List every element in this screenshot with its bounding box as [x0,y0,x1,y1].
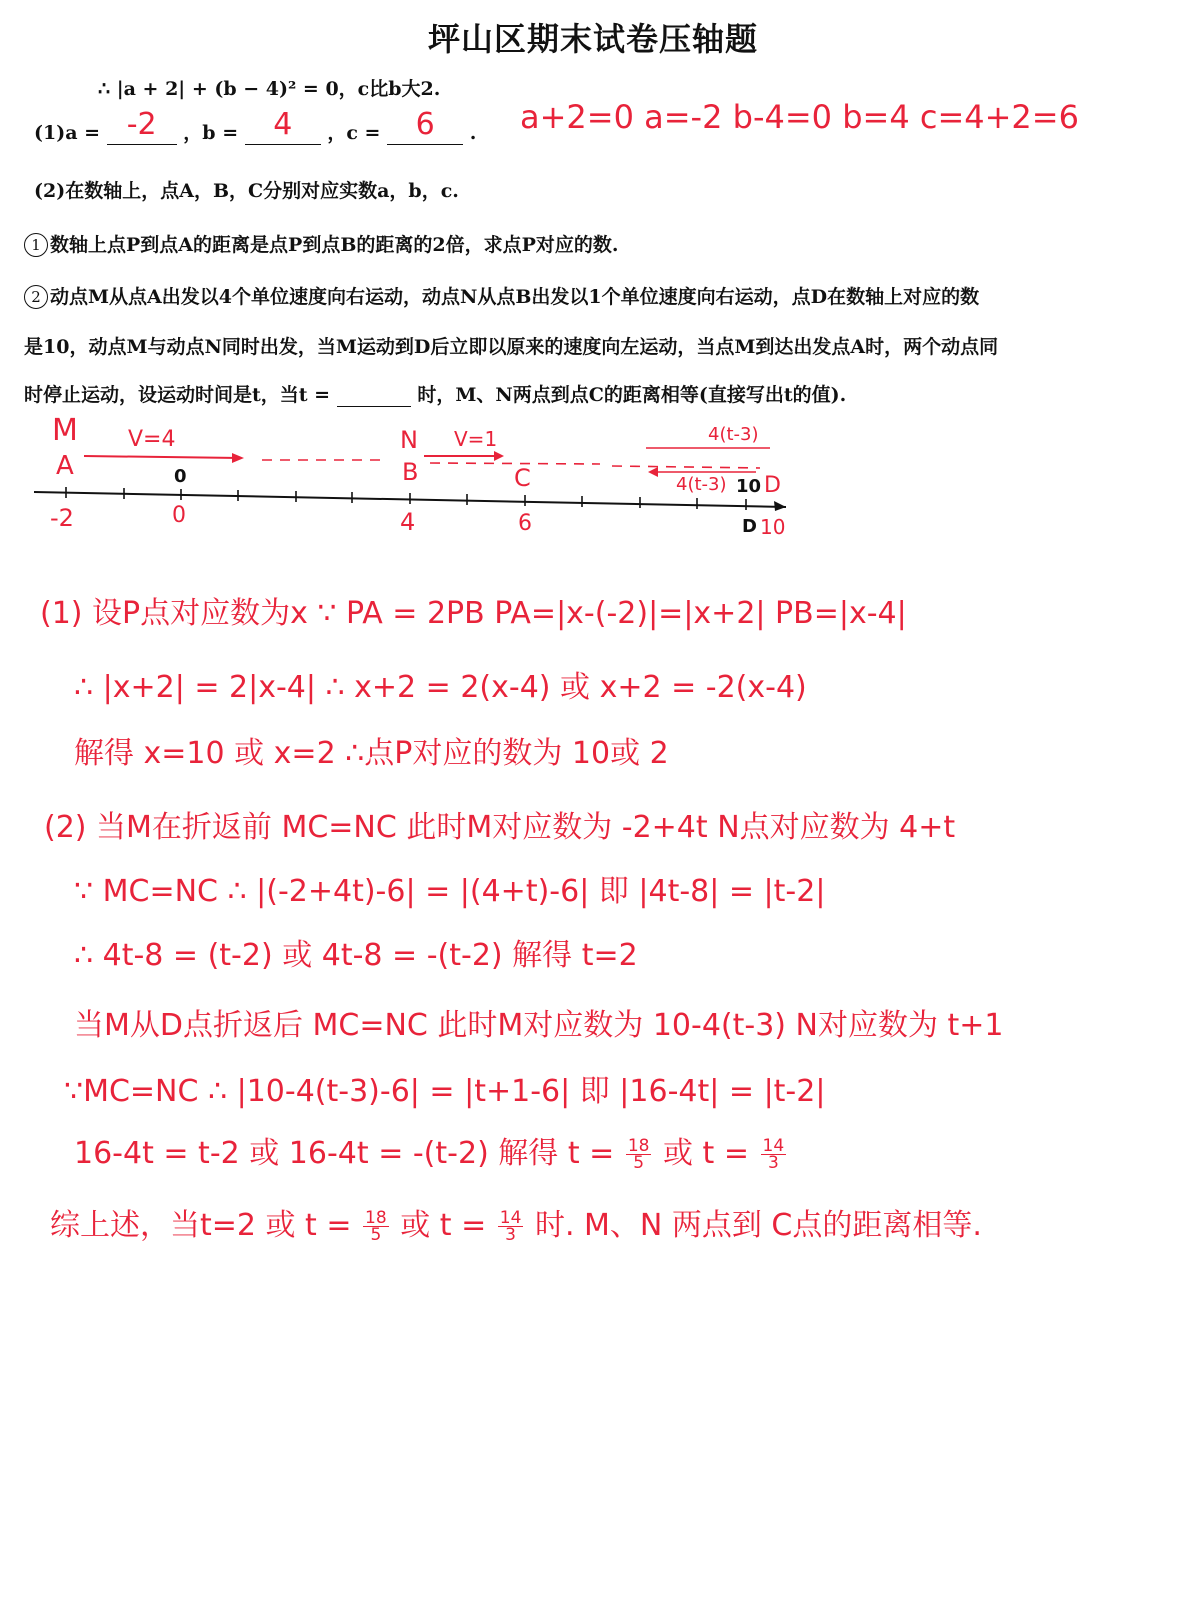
number-line-diagram [0,410,820,540]
sub-question-1 [24,230,619,257]
point-label-D: D [764,473,781,498]
solution-line-7: 当M从D点折返后 MC=NC 此时M对应数为 10-4(t-3) N对应数为 t+1 [74,1008,1004,1043]
blank-b [245,107,321,145]
return-label-bottom: 4(t-3) [676,474,727,495]
point-label-10: 10 [736,476,762,497]
solution-line-5: ∵ MC=NC ∴ |(-2+4t)-6| = |(4+t)-6| 即 |4t-8| = |t-2| [74,874,826,909]
arrow-N-head [494,451,504,461]
conclusion-text-c: 时. M、N 两点到 C点的距离相等. [534,1208,982,1243]
conclusion-fraction-14-3: $\frac{14}{3}$ [499,1208,522,1245]
blank-t [337,386,411,407]
mover-label-N: N [400,426,418,454]
solution-line-3: 解得 x=10 或 x=2 ∴点P对应的数为 10或 2 [74,736,669,771]
conclusion-text-b: 或 t = [400,1208,487,1243]
arrow-M-right [84,456,240,458]
solution-line-8: ∵MC=NC ∴ |10-4(t-3)-6| = |t+1-6| 即 |16-4t| = |t-2| [64,1074,826,1109]
sub-question-2-line1 [24,282,979,309]
conclusion-text-a: 综上述，当t=2 或 t = [50,1208,352,1243]
part1-fill-line [34,107,477,145]
sub2-line1-text: 动点M从点A出发以4个单位速度向右运动，动点N从点B出发以1个单位速度向右运动，点D在数轴上对应的数 [50,286,980,308]
question-given: ∴ |a + 2| + (b − 4)² = 0，c比b大2. [98,78,441,100]
part2-intro: (2)在数轴上，点A，B，C分别对应实数a，b，c. [34,180,459,202]
part1-c-label: ，c = [327,122,381,144]
solution-conclusion [50,1200,982,1244]
page-title: 坪山区期末试卷压轴题 [428,20,759,58]
point-label-A: A [56,451,74,481]
circled-number-1: 1 [24,233,48,257]
point-label-C: C [514,464,531,492]
mover-label-M: M [52,413,78,448]
blank-a [107,107,177,145]
line9-text-b: 或 t = [663,1136,749,1171]
part1-end: . [469,122,477,144]
tick-label-neg2: -2 [50,504,74,532]
dashed-path-D [612,466,760,468]
part1-prefix: (1)a = [34,122,101,144]
point-label-0: 0 [174,466,187,487]
solution-line-4: (2) 当M在折返前 MC=NC 此时M对应数为 -2+4t N点对应数为 4+t [44,810,956,845]
tick-label-0: 0 [172,503,186,528]
return-label-top: 4(t-3) [708,424,759,445]
conclusion-fraction-18-5: $\frac{18}{5}$ [365,1208,387,1245]
part1-b-label: ，b = [183,122,239,144]
d-label-below: D [742,516,757,537]
fraction-18-5: $\frac{18}{5}$ [627,1136,650,1173]
solution-line-6: ∴ 4t-8 = (t-2) 或 4t-8 = -(t-2) 解得 t=2 [74,938,638,973]
blank-c [387,107,463,145]
circled-number-2: 2 [24,285,48,309]
arrow-M-head [232,453,244,463]
sub-question-2-line3 [24,380,846,407]
sub1-text: 数轴上点P到点A的距离是点P到点B的距离的2倍，求点P对应的数. [50,234,619,256]
solution-line-2: ∴ |x+2| = 2|x-4| ∴ x+2 = 2(x-4) 或 x+2 = -2(x-4) [74,670,807,705]
tick-label-4: 4 [400,508,416,536]
answer-b: 4 [273,107,293,142]
fraction-14-3: $\frac{14}{3}$ [762,1136,785,1173]
sub-question-2-line2: 是10，动点M与动点N同时出发，当M运动到D后立即以原来的速度向左运动，当点M到达出发点A时，两个动点同 [24,336,999,358]
return-arrow-head [648,467,658,477]
speed-label-M: V=4 [128,427,176,452]
answer-a: -2 [126,107,157,142]
line9-text-a: 16-4t = t-2 或 16-4t = -(t-2) 解得 t = [74,1136,615,1171]
point-label-B: B [402,458,419,486]
part1-handwritten-work: a+2=0 a=-2 b-4=0 b=4 c=4+2=6 [520,98,1079,136]
solution-line-1: (1) 设P点对应数为x ∵ PA = 2PB PA=|x-(-2)|=|x+2| PB=|x-4| [40,596,907,631]
answer-c: 6 [415,107,435,142]
tick-label-10: 10 [760,515,786,539]
tick-label-6: 6 [518,511,532,536]
speed-label-N: V=1 [454,427,498,451]
sub2-line3-a: 时停止运动，设运动时间是t，当t = [24,384,331,406]
solution-line-9 [74,1128,788,1172]
sub2-line3-b: 时，M、N两点到点C的距离相等(直接写出t的值). [417,384,847,406]
